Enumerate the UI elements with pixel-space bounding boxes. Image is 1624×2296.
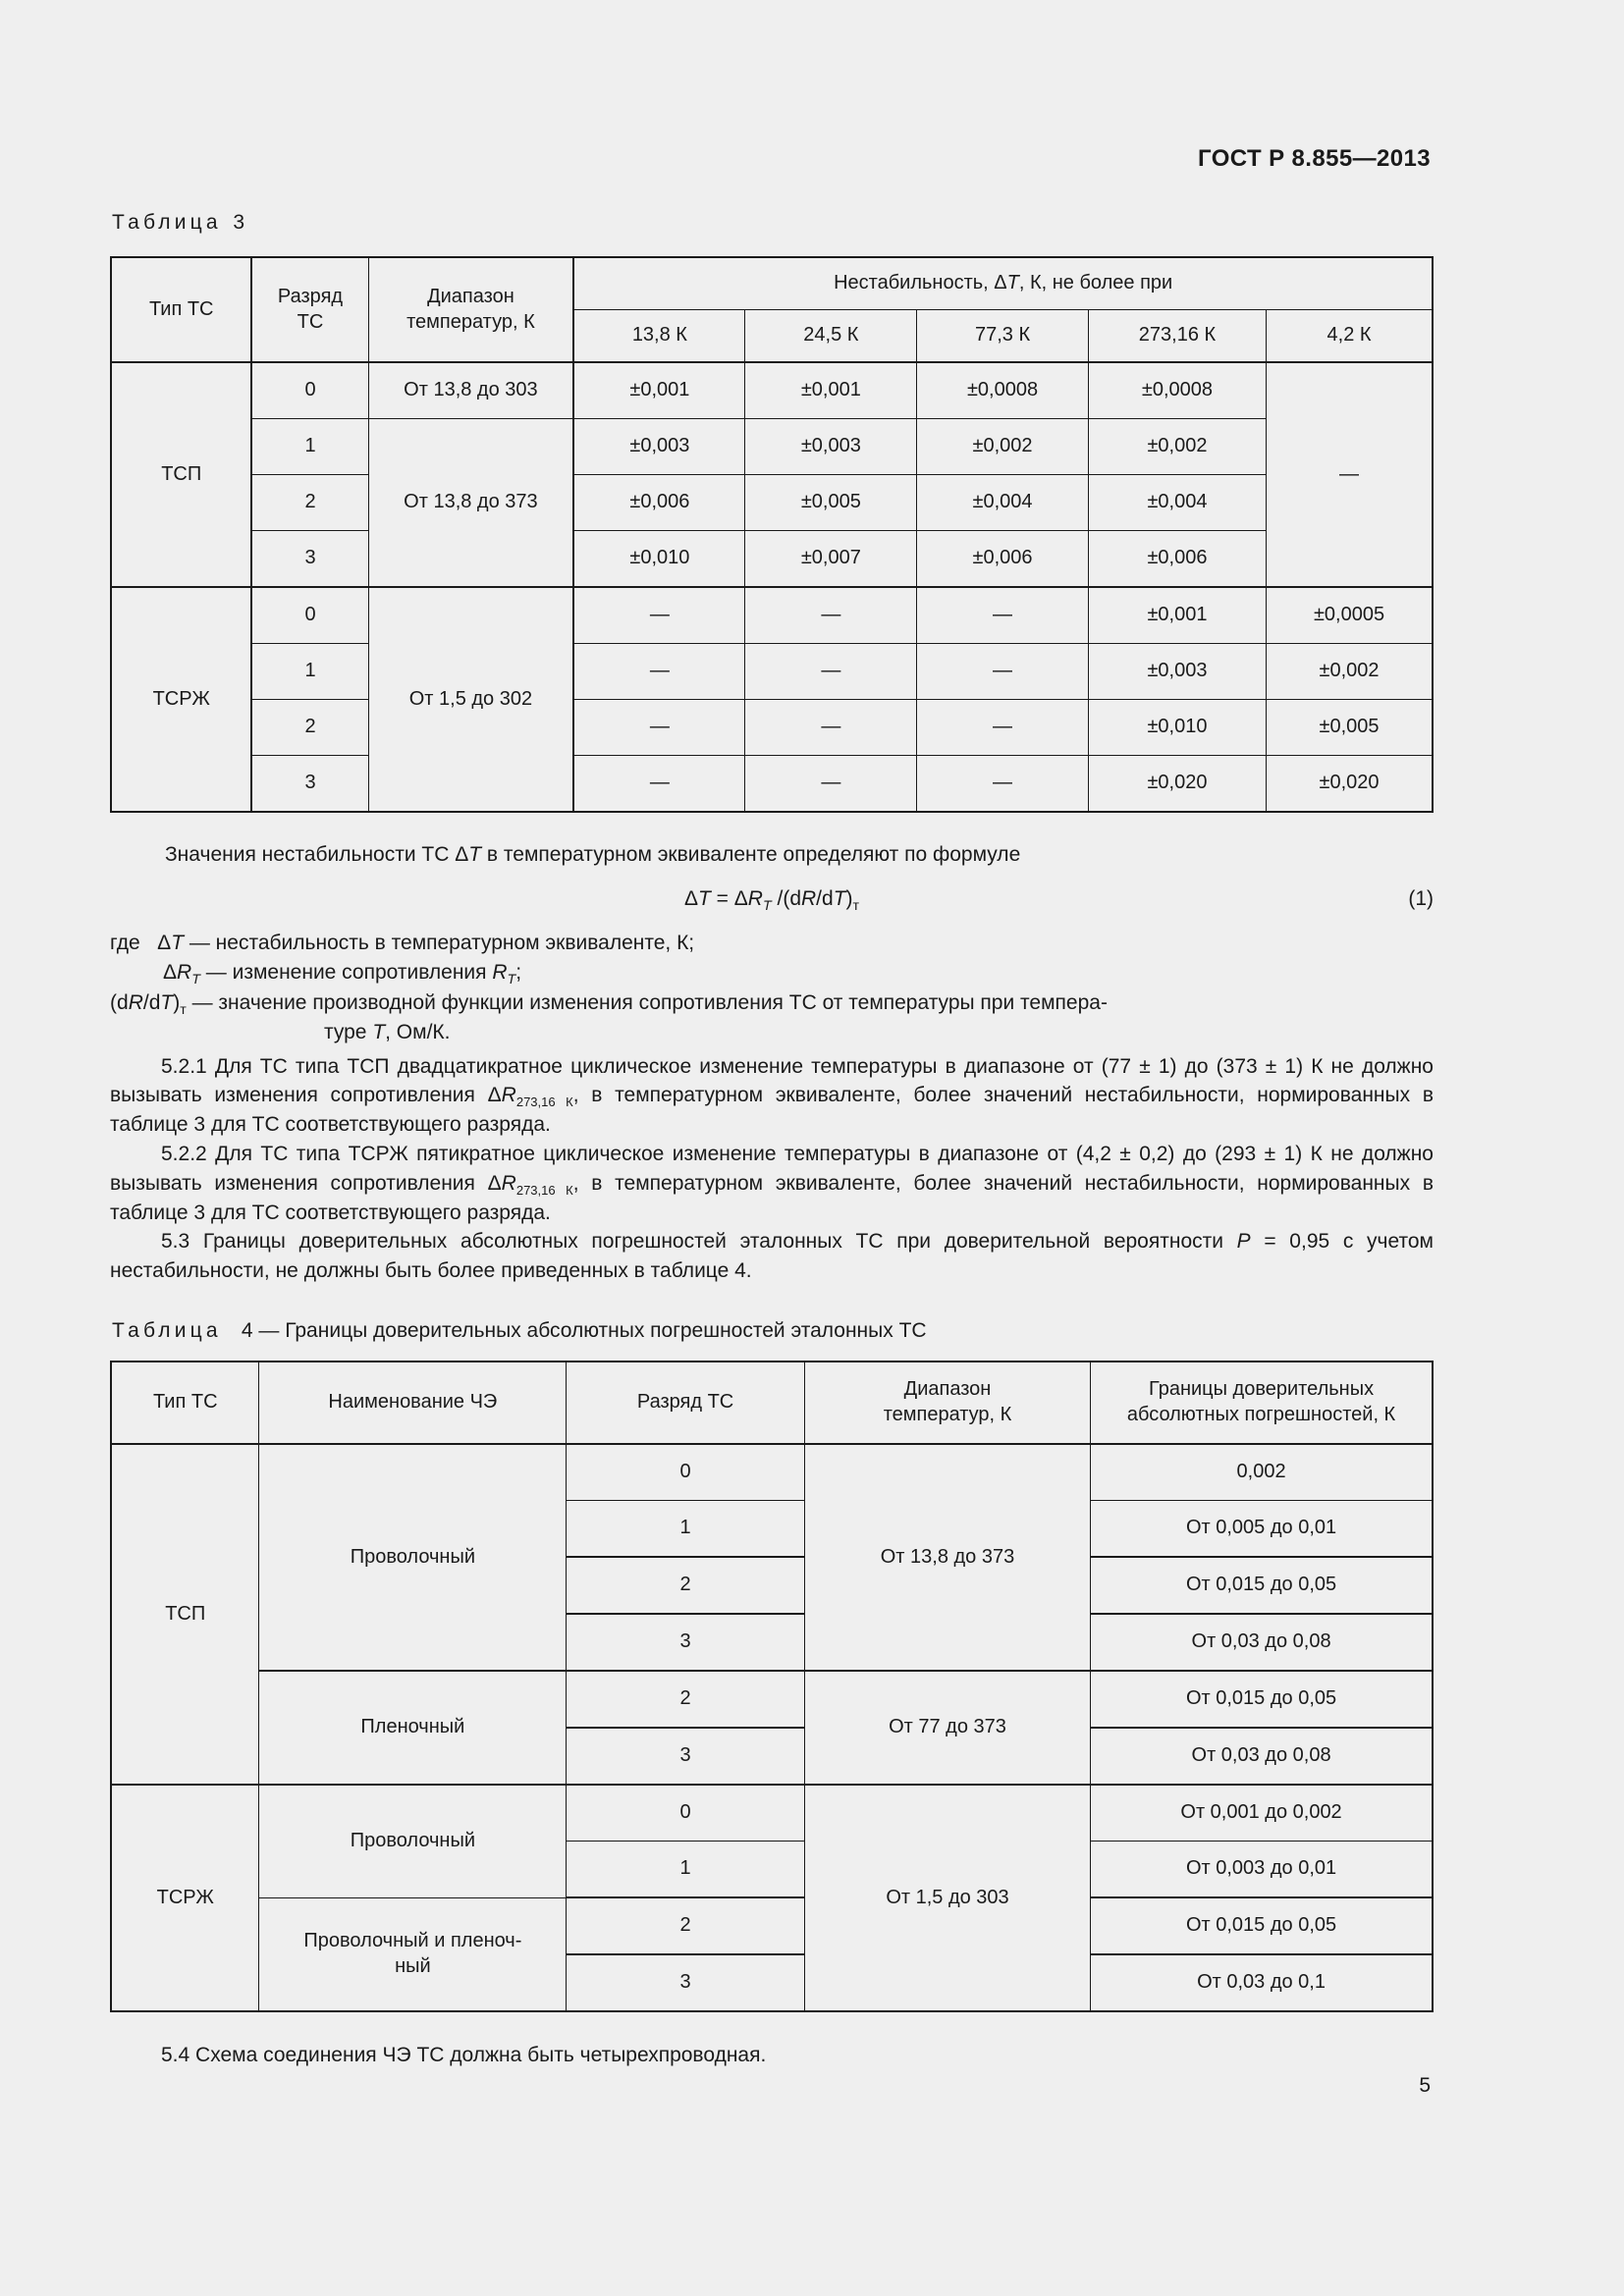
def2-sub: T — [191, 972, 200, 988]
t4-element-wire2: Проволочный — [259, 1785, 567, 1897]
table4-header-row — [111, 1362, 1433, 1444]
th-group-symbol: T — [1006, 272, 1019, 294]
t4-limit: От 0,001 до 0,002 — [1091, 1785, 1433, 1842]
t3-val: ±0,005 — [1267, 700, 1433, 756]
t3-rank: 2 — [251, 700, 368, 756]
def2-R-sub: T — [507, 972, 516, 988]
t3-rank: 1 — [251, 644, 368, 700]
table3-caption — [112, 211, 1434, 235]
s522-text-1: Для ТС типа ТСРЖ пятикратное циклическое изменение температуры в диапазоне от (4,2 ± 0,2) до (293 ± 1) К не должно вызывать изменения сопротивления — [110, 1143, 1434, 1195]
s53-text-1: Границы доверительных абсолютных погрешностей эталонных ТС при доверительной вероятности — [202, 1230, 1237, 1254]
table3-header-row-1 — [111, 257, 1433, 310]
table-row — [111, 1444, 1433, 1501]
t4-rank: 2 — [567, 1671, 805, 1728]
t3-val-dash: — — [573, 700, 745, 756]
table-row — [111, 475, 1433, 531]
table-row — [111, 419, 1433, 475]
t3-val: ±0,0005 — [1267, 587, 1433, 644]
def3-mid: /d — [142, 990, 161, 1014]
t3-rank: 3 — [251, 756, 368, 813]
t3-val: ±0,001 — [573, 362, 745, 419]
t4-type-tsp: ТСП — [111, 1444, 259, 1785]
table-row — [111, 587, 1433, 644]
s522-number: 5.2.2 — [161, 1143, 207, 1165]
t4-limit: От 0,03 до 0,1 — [1091, 1954, 1433, 2011]
t3-range-373: От 13,8 до 373 — [368, 419, 573, 588]
t4-th-limits-l1: Границы доверительных — [1149, 1378, 1375, 1401]
standard-header: ГОСТ Р 8.855—2013 — [1198, 145, 1431, 172]
t4-range: От 1,5 до 303 — [804, 1785, 1090, 2011]
th-group-suffix: , К, не более при — [1018, 272, 1173, 294]
t3-val: ±0,004 — [917, 475, 1089, 531]
formula-tail: /(d — [771, 886, 801, 910]
formula-number: (1) — [1408, 886, 1434, 910]
def3-text: — значение производной функции изменения сопротивления ТС от температуры при темпера- — [186, 990, 1108, 1014]
def3-prefix: (d — [110, 990, 129, 1014]
t4-rank: 1 — [567, 1501, 805, 1558]
t4-element-film: Пленочный — [259, 1671, 567, 1785]
t4-limit: От 0,003 до 0,01 — [1091, 1842, 1433, 1898]
t4-element-wire-film — [259, 1897, 567, 2011]
th-rank — [251, 257, 368, 362]
t3-val: ±0,002 — [1267, 644, 1433, 700]
t3-val-dash: — — [917, 587, 1089, 644]
t4-rank: 3 — [567, 1728, 805, 1785]
t4-rank: 3 — [567, 1614, 805, 1671]
t4-limit: От 0,03 до 0,08 — [1091, 1614, 1433, 1671]
table-row — [111, 756, 1433, 813]
t3-range-303: От 13,8 до 303 — [368, 362, 573, 419]
table-row — [111, 1671, 1433, 1728]
def2-symbol: R — [177, 961, 192, 985]
t3-val: ±0,0008 — [917, 362, 1089, 419]
table-row — [111, 1785, 1433, 1842]
t4-rank: 3 — [567, 1954, 805, 2011]
def3-cont-T: T — [372, 1021, 386, 1044]
s53-number: 5.3 — [161, 1230, 190, 1254]
th-type: Тип ТС — [111, 257, 251, 362]
t4-rank: 2 — [567, 1557, 805, 1614]
t3-rank: 2 — [251, 475, 368, 531]
th-col-773: 77,3 К — [917, 310, 1089, 363]
def2-text: — изменение сопротивления — [199, 961, 493, 985]
t4-type-tsrzh: ТСРЖ — [111, 1785, 259, 2011]
formula-R: R — [747, 886, 763, 910]
th-range-l2: температур, К — [406, 310, 535, 333]
formula-1 — [110, 886, 1434, 914]
t4-th-type: Тип ТС — [111, 1362, 259, 1444]
t3-val: ±0,002 — [917, 419, 1089, 475]
def3-R: R — [128, 990, 143, 1014]
th-col-245: 24,5 К — [745, 310, 917, 363]
table-3 — [110, 256, 1434, 813]
table4-caption-dash: — — [252, 1319, 286, 1343]
definition-line-3-cont — [110, 1018, 1434, 1047]
def2-R: R — [492, 961, 508, 985]
t3-val: ±0,020 — [1267, 756, 1433, 813]
definition-line-3 — [110, 988, 1434, 1018]
section-5-2-1: 5.2.1 Для ТС типа ТСП двадцатикратное циклическое изменение температуры в диапазоне от (77 ± 1) до (373 ± 1) К не должно вызывать изменения сопротивления $\Delta R_{273,16 К}$, в температурном эквиваленте, более значений нестабильности, нормированных в таблице 3 для ТС соответствующего разряда. — [110, 1054, 1435, 1137]
t4-limit: 0,002 — [1091, 1444, 1433, 1501]
t3-val-dash: — — [917, 700, 1089, 756]
t4-range: От 77 до 373 — [804, 1671, 1090, 1785]
t3-val-dash: — — [745, 756, 917, 813]
t4-element-wf-l2: ный — [395, 1954, 431, 1977]
t3-val-dash: — — [573, 587, 745, 644]
def3-cont-post: , Ом/К. — [385, 1021, 451, 1044]
t3-val: ±0,005 — [745, 475, 917, 531]
s522-text-2: , в температурном эквиваленте, более значений нестабильности, нормированных в таблице 3 для ТС соответствующего разряда. — [110, 1171, 1435, 1224]
t3-val: ±0,010 — [573, 531, 745, 588]
formula-expression: $\Delta T = \Delta R_T$ $/(dR/dT)_т$ — [683, 886, 860, 914]
t4-element-wf-l1: Проволочный и пленоч- — [303, 1930, 522, 1952]
t4-th-element: Наименование ЧЭ — [259, 1362, 567, 1444]
t3-val-dash: — — [745, 700, 917, 756]
th-col-138: 13,8 К — [573, 310, 745, 363]
formula-intro-symbol: T — [468, 843, 482, 866]
t3-val: ±0,020 — [1088, 756, 1266, 813]
t4-element-wire: Проволочный — [259, 1444, 567, 1671]
t4-th-range-l1: Диапазон — [903, 1378, 992, 1401]
th-range — [368, 257, 573, 362]
section-5-3 — [110, 1227, 1434, 1286]
formula-R-sub: T — [762, 897, 772, 914]
table-row — [111, 1897, 1433, 1954]
t3-rank: 0 — [251, 587, 368, 644]
t3-val: ±0,006 — [573, 475, 745, 531]
table4-caption-text: Границы доверительных абсолютных погрешностей эталонных ТС — [285, 1319, 927, 1343]
t3-val-dash: — — [573, 756, 745, 813]
formula-dT: T — [697, 886, 711, 910]
t3-type-tsrzh: ТСРЖ — [111, 587, 251, 812]
t4-limit: От 0,005 до 0,01 — [1091, 1501, 1433, 1558]
def3-T: T — [160, 990, 174, 1014]
formula-slash: /d — [816, 886, 834, 910]
t3-val: ±0,004 — [1088, 475, 1266, 531]
formula-dT2: T — [833, 886, 846, 910]
table4-caption — [112, 1319, 1434, 1343]
formula-close: ) — [845, 886, 853, 910]
page-number: 5 — [1419, 2074, 1431, 2097]
th-group-prefix: Нестабильность, — [834, 272, 995, 294]
t4-limit: От 0,015 до 0,05 — [1091, 1671, 1433, 1728]
th-rank-l2: ТС — [297, 310, 324, 333]
t3-rank: 0 — [251, 362, 368, 419]
t3-rank: 1 — [251, 419, 368, 475]
t3-val-dash: — — [917, 644, 1089, 700]
th-col-42: 4,2 К — [1267, 310, 1433, 363]
section-5-4: 5.4 Схема соединения ЧЭ ТС должна быть четырехпроводная. — [161, 2044, 767, 2067]
t3-val: ±0,003 — [573, 419, 745, 475]
t3-val: ±0,003 — [745, 419, 917, 475]
t4-limit: От 0,015 до 0,05 — [1091, 1897, 1433, 1954]
t4-th-range — [804, 1362, 1090, 1444]
section-5-2-2: 5.2.2 Для ТС типа ТСРЖ пятикратное циклическое изменение температуры в диапазоне от (4,2 ± 0,2) до (293 ± 1) К не должно вызывать изменения сопротивления $\Delta R_{273,16 К}$, в температурном эквиваленте, более значений нестабильности, нормированных в таблице 3 для ТС соответствующего разряда. — [110, 1143, 1435, 1224]
t4-limit: От 0,015 до 0,05 — [1091, 1557, 1433, 1614]
t3-val: ±0,007 — [745, 531, 917, 588]
t4-th-limits-l2: абсолютных погрешностей, К — [1126, 1404, 1396, 1426]
t4-limit: От 0,03 до 0,08 — [1091, 1728, 1433, 1785]
t3-val: ±0,002 — [1088, 419, 1266, 475]
def1-text: — нестабильность в температурном эквиваленте, К; — [184, 931, 695, 954]
t3-type-tsp: ТСП — [111, 362, 251, 587]
t4-rank: 2 — [567, 1897, 805, 1954]
th-col-27316: 273,16 К — [1088, 310, 1266, 363]
t3-val: ±0,003 — [1088, 644, 1266, 700]
def1-symbol: T — [171, 931, 185, 954]
t3-val-dash: — — [1267, 362, 1433, 587]
formula-sub-t: т — [852, 897, 860, 914]
th-rank-l1: Разряд — [277, 285, 344, 307]
s522-R: R — [501, 1171, 516, 1195]
def3-sub: т — [180, 1001, 187, 1018]
t3-val-dash: — — [917, 756, 1089, 813]
table-row — [111, 700, 1433, 756]
th-range-l1: Диапазон — [427, 285, 514, 307]
page-content — [110, 211, 1434, 2067]
table-row — [111, 531, 1433, 588]
def3-cont-pre: туре — [324, 1021, 373, 1044]
t3-val: ±0,0008 — [1088, 362, 1266, 419]
th-instability-group: Нестабильность, ΔT, К, не более при — [573, 257, 1433, 310]
formula-intro-pre: Значения нестабильности ТС — [165, 843, 456, 866]
table-4 — [110, 1361, 1434, 2012]
table3-caption-number: 3 — [233, 211, 249, 234]
table4-caption-word: Таблица — [112, 1319, 222, 1343]
t3-rank: 3 — [251, 531, 368, 588]
t3-val: ±0,006 — [917, 531, 1089, 588]
definition-line-1: где ΔT — нестабильность в температурном эквиваленте, К; — [110, 931, 695, 954]
t3-val: ±0,010 — [1088, 700, 1266, 756]
definition-line-2: $\Delta R_T$ — изменение сопротивления $R_T$; — [163, 961, 522, 988]
s521-text-1: Для ТС типа ТСП двадцатикратное циклическое изменение температуры в диапазоне от (77 ± 1) до (373 ± 1) К не должно вызывать изменения сопротивления — [110, 1054, 1434, 1107]
t3-val-dash: — — [745, 644, 917, 700]
formula-definitions — [110, 929, 1434, 1048]
s521-text-2: , в температурном эквиваленте, более значений нестабильности, нормированных в таблице 3 для ТС соответствующего разряда. — [110, 1084, 1435, 1137]
t4-rank: 0 — [567, 1444, 805, 1501]
formula-intro-post: в температурном эквиваленте определяют по формуле — [481, 843, 1021, 866]
t4-rank: 0 — [567, 1785, 805, 1842]
gde-word: где — [110, 931, 140, 954]
t4-th-rank: Разряд ТС — [567, 1362, 805, 1444]
t3-val: ±0,001 — [745, 362, 917, 419]
table3-caption-word: Таблица — [112, 211, 222, 234]
t4-range: От 13,8 до 373 — [804, 1444, 1090, 1671]
t3-val: ±0,001 — [1088, 587, 1266, 644]
t4-th-limits — [1091, 1362, 1433, 1444]
table-row — [111, 362, 1433, 419]
s53-text-2: = 0,95 с учетом нестабильности, не должны быть более приведенных в таблице 4. — [110, 1230, 1434, 1283]
t3-val: ±0,006 — [1088, 531, 1266, 588]
def2-semicolon: ; — [515, 961, 522, 985]
s521-R: R — [501, 1084, 516, 1107]
def3-close: ) — [173, 990, 181, 1014]
formula-equals: = — [710, 886, 734, 910]
formula-dR: R — [801, 886, 817, 910]
s521-R-sub: 273,16 К — [515, 1095, 573, 1110]
t3-val-dash: — — [745, 587, 917, 644]
t4-rank: 1 — [567, 1842, 805, 1898]
s522-R-sub: 273,16 К — [515, 1182, 573, 1198]
table-row — [111, 644, 1433, 700]
t3-range-302: От 1,5 до 302 — [368, 587, 573, 812]
table4-caption-number: 4 — [241, 1319, 253, 1343]
formula-intro: Значения нестабильности ТС ΔT в температурном эквиваленте определяют по формуле — [165, 843, 1021, 866]
t3-val-dash: — — [573, 644, 745, 700]
s53-P: P — [1236, 1230, 1251, 1254]
s521-number: 5.2.1 — [161, 1054, 207, 1078]
t4-th-range-l2: температур, К — [883, 1404, 1012, 1426]
